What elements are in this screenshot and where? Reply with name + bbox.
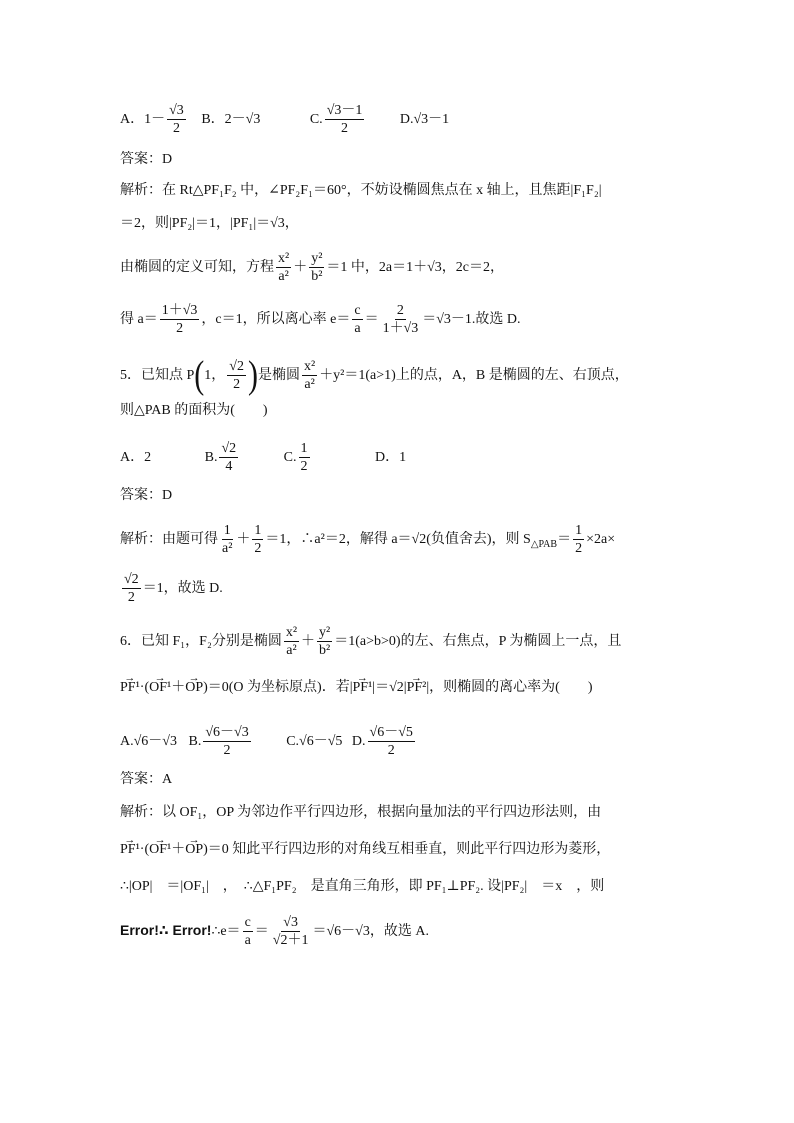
q6-stem-line1: 6．已知 F₁，F₂分别是椭圆 $\frac{\text{x²}}{\text{a²}}$ ＋ $\frac{\text{y²}}{\text{b²}}$ ＝1(a>b>0)的左、右焦点，P 为椭圆上一点，且	[120, 625, 622, 658]
vector-pf1: → PF¹	[120, 678, 140, 698]
q4-option-a: A．1－	[120, 112, 166, 128]
fraction-sqrt2-2: $\frac{√2}{2}$	[124, 572, 139, 605]
q5-stem-line1: 5．已知点 P(1， $\frac{√2}{2}$ )是椭圆 $\frac{\text{x²}}{\text{a²}}$ ＋y²＝1(a>1)上的点，A，B 是椭圆的左、右顶点，	[120, 353, 629, 397]
vector-pf1: → PF¹	[353, 678, 373, 698]
fraction-e-value: $\frac{2}{1+√3}$	[382, 303, 419, 336]
q6-answer: 答案：A	[120, 772, 173, 787]
q4-option-d: D.√3－1	[399, 112, 450, 128]
q5-stem-line2: 则△PAB 的面积为( )	[120, 403, 268, 418]
q4-option-a-fraction: $\frac{√3}{2}$	[169, 103, 184, 136]
fraction-x2-a2: $\frac{\text{x²}}{\text{a²}}$	[303, 359, 316, 392]
q4-option-c: C.	[309, 112, 323, 128]
vector-pf1: → PF¹	[120, 840, 140, 860]
fraction-c-a: $\frac{c}{a}$	[354, 303, 361, 336]
q6-explain-line4: Error!∴ Error!∴e＝ $\frac{c}{a}$ ＝ $\frac{√3}{√2+1}$ ＝√6－√3，故选 A.	[120, 915, 429, 948]
q6-stem-line2: → PF¹·(→ OF¹＋→ OP)＝0(O 为坐标原点)．若|→ PF¹|＝√2|→ PF²|，则椭圆的离心率为( )	[120, 678, 593, 698]
fraction-1-2: $\frac{1}{2}$	[254, 523, 262, 556]
error-text: Error!∴ Error!	[120, 922, 212, 939]
q6-option-b: B.	[188, 734, 202, 750]
q5-option-d: D．1	[375, 450, 407, 466]
q5-answer: 答案：D	[120, 488, 173, 503]
vector-of1: → OF¹	[149, 840, 171, 860]
q4-explain-line4: 得 a＝ $\frac{1+√3}{2}$ ，c＝1，所以离心率 e＝ $\frac{c}{a}$ ＝ $\frac{2}{1+√3}$ ＝√3－1.故选 D.	[120, 303, 521, 336]
fraction-sqrt2-2: $\frac{√2}{2}$	[229, 359, 244, 392]
fraction-x2-a2: $\frac{\text{x²}}{\text{a²}}$	[278, 251, 290, 284]
fraction-y2-b2: $\frac{\text{y²}}{\text{b²}}$	[319, 625, 331, 658]
fraction-x2-a2: $\frac{\text{x²}}{\text{a²}}$	[285, 625, 298, 658]
fraction-sqrt3-sqrt2plus1: $\frac{√3}{√2+1}$	[272, 915, 309, 948]
fraction-a-value: $\frac{1+√3}{2}$	[161, 303, 198, 336]
q4-option-c-fraction: $\frac{√3-1}{2}$	[326, 103, 363, 136]
q6-explain-line1: 解析：以 OF₁，OP 为邻边作平行四边形，根据向量加法的平行四边形法则，由	[120, 805, 602, 820]
vector-op: → OP	[185, 840, 203, 860]
q6-explain-line3: ∴|OP| ＝|OF₁| ， ∴△F₁PF₂ 是直角三角形，即 PF₁⊥PF₂. 设|PF₂| ＝x ，则	[120, 879, 605, 894]
q4-options	[120, 104, 449, 136]
q6-option-d: D.	[351, 734, 366, 750]
fraction-1-2: $\frac{1}{2}$	[575, 523, 583, 556]
q6-explain-line2: → PF¹·(→ OF¹＋→ OP)＝0 知此平行四边形的对角线互相垂直，则此平行四边形为菱形，	[120, 840, 610, 860]
fraction-y2-b2: $\frac{\text{y²}}{\text{b²}}$	[311, 251, 323, 284]
q5-explain-line1: 解析：由题可得 $\frac{1}{\text{a²}}$ ＋ $\frac{1}{2}$ ＝1，∴a²＝2，解得 a＝√2(负值舍去)，则 $S_{\triangle PAB}=$ $\frac{1}{2}$ ×2a×	[120, 523, 616, 556]
vector-of1: → OF¹	[149, 678, 171, 698]
q4-answer: 答案：D	[120, 152, 173, 167]
q5-explain-line2: $\frac{√2}{2}$ ＝1，故选 D.	[124, 572, 223, 605]
q5-options: A．2 B. $\frac{√2}{4}$ C. $\frac{1}{2}$ D．1	[120, 441, 407, 474]
q4-explain-line3: 由椭圆的定义可知，方程 $\frac{\text{x²}}{\text{a²}}$ ＋ $\frac{\text{y²}}{\text{b²}}$ ＝1 中，2a＝1＋√3，2c＝2，	[120, 251, 505, 284]
fraction-c-a: $\frac{c}{a}$	[244, 915, 251, 948]
q4-explain-line2: ＝2，则|PF₂|＝1，|PF₁|＝√3，	[120, 216, 299, 231]
q6-option-c: C.√6－√5	[286, 734, 343, 750]
fraction-1-a2: $\frac{1}{\text{a²}}$	[222, 523, 233, 556]
q6-option-a: A.√6－√3	[120, 734, 177, 750]
q4-explain-line1: 解析：在 Rt△PF₁F₂ 中，∠PF₂F₁＝60°，不妨设椭圆焦点在 x 轴上，且焦距|F₁F₂|	[120, 183, 602, 198]
q5-option-c: C.	[283, 450, 297, 466]
vector-op: → OP	[185, 678, 203, 698]
q4-option-b: B．2－√3	[201, 112, 261, 128]
q5-option-b: B.	[204, 450, 218, 466]
q6-options: A.√6－√3 B. $\frac{√6-√3}{2}$ C.√6－√5 D. $\frac{√6-√5}{2}$	[120, 725, 413, 758]
q5-option-a: A．2	[120, 450, 152, 466]
vector-pf2: → PF²	[407, 678, 427, 698]
